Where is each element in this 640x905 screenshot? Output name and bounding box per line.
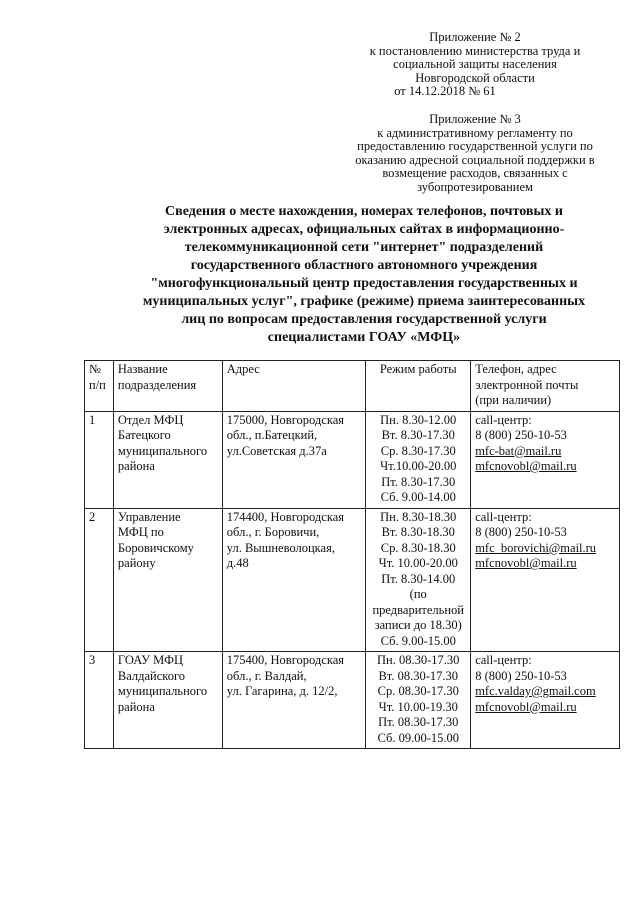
title-line: лиц по вопросам предоставления государственной услуги [181, 312, 547, 327]
email-link[interactable]: mfc-bat@mail.ru [475, 443, 562, 458]
title-line: специалистами ГОАУ «МФЦ» [267, 330, 461, 345]
header-contact: Телефон, адрес электронной почты (при наличии) [471, 361, 620, 412]
email-link[interactable]: mfc_borovichi@mail.ru [475, 540, 597, 555]
appendix-2-header [330, 31, 620, 99]
header-num: № п/п [85, 361, 114, 412]
title-line: Сведения о месте нахождения, номерах телефонов, почтовых и [165, 204, 563, 219]
appendix-2-line: Приложение № 2 [429, 30, 521, 44]
row-hours: Пн. 8.30-12.00 Вт. 8.30-17.30 Ср. 8.30-17.30 Чт.10.00-20.00 Пт. 8.30-17.30 Сб. 9.00-14.00 [366, 411, 471, 508]
row-contact: call-центр: 8 (800) 250-10-53 mfc-bat@mail.ru mfcnovobl@mail.ru [471, 411, 620, 508]
title-line: муниципальных услуг", графике (режиме) приема заинтересованных [142, 294, 586, 309]
row-num: 2 [85, 508, 114, 652]
row-contact: call-центр: 8 (800) 250-10-53 mfc.valday@gmail.com mfcnovobl@mail.ru [471, 652, 620, 749]
header-address: Адрес [222, 361, 365, 412]
row-hours: Пн. 8.30-18.30 Вт. 8.30-18.30 Ср. 8.30-18.30 Чт. 10.00-20.00 Пт. 8.30-14.00 (по предварительной записи до 18.30) Сб. 9.00-15.00 [366, 508, 471, 652]
row-num: 1 [85, 411, 114, 508]
row-hours: Пн. 08.30-17.30 Вт. 08.30-17.30 Ср. 08.30-17.30 Чт. 10.00-19.30 Пт. 08.30-17.30 Сб. 09.00-15.00 [366, 652, 471, 749]
appendix-3-header [330, 113, 620, 195]
title-line: телекоммуникационной сети "интернет" подразделений [184, 240, 544, 255]
title-line: электронных адресах, официальных сайтах в информационно- [163, 222, 565, 237]
email-link[interactable]: mfcnovobl@mail.ru [475, 699, 577, 714]
appendix-3-line: зубопротезированием [417, 179, 533, 194]
row-name: ГОАУ МФЦ Валдайского муниципального района [113, 652, 222, 749]
email-link[interactable]: mfc.valday@gmail.com [475, 684, 596, 698]
row-address: 174400, Новгородская обл., г. Боровичи, ул. Вышневолоцкая, д.48 [222, 508, 365, 652]
mfc-offices-table [84, 360, 620, 749]
document-title [84, 203, 640, 347]
table-row [85, 411, 620, 508]
appendix-3-line: к административному регламенту по [377, 125, 573, 140]
row-contact: call-центр: 8 (800) 250-10-53 mfc_borovichi@mail.ru mfcnovobl@mail.ru [471, 508, 620, 652]
table-row [85, 652, 620, 749]
row-address: 175400, Новгородская обл., г. Валдай, ул. Гагарина, д. 12/2, [222, 652, 365, 749]
header-name: Название подразделения [113, 361, 222, 412]
appendix-2-line: от 14.12.2018 № 61 [394, 84, 496, 99]
title-line: "многофункциональный центр предоставления государственных и [150, 276, 578, 291]
appendix-2-line: Новгородской области [415, 70, 535, 85]
appendix-2-line: к постановлению министерства труда и [369, 43, 581, 58]
appendix-3-line: Приложение № 3 [429, 112, 521, 126]
email-link[interactable]: mfcnovobl@mail.ru [475, 556, 577, 570]
appendix-3-line: предоставлению государственной услуги по [357, 139, 593, 154]
table-header-row [85, 361, 620, 412]
row-address: 175000, Новгородская обл., п.Батецкий, ул.Советская д.37а [222, 411, 365, 508]
table-row [85, 508, 620, 652]
row-name: Отдел МФЦ Батецкого муниципального района [113, 411, 222, 508]
appendix-3-line: оказанию адресной социальной поддержки в [355, 152, 595, 167]
title-line: государственного областного автономного учреждения [190, 258, 538, 273]
row-num: 3 [85, 652, 114, 749]
row-name: Управление МФЦ по Боровичскому району [113, 508, 222, 652]
appendix-2-line: социальной защиты населения [393, 57, 557, 72]
appendix-3-line: возмещение расходов, связанных с [382, 166, 568, 181]
header-hours: Режим работы [366, 361, 471, 412]
email-link[interactable]: mfcnovobl@mail.ru [475, 459, 577, 473]
